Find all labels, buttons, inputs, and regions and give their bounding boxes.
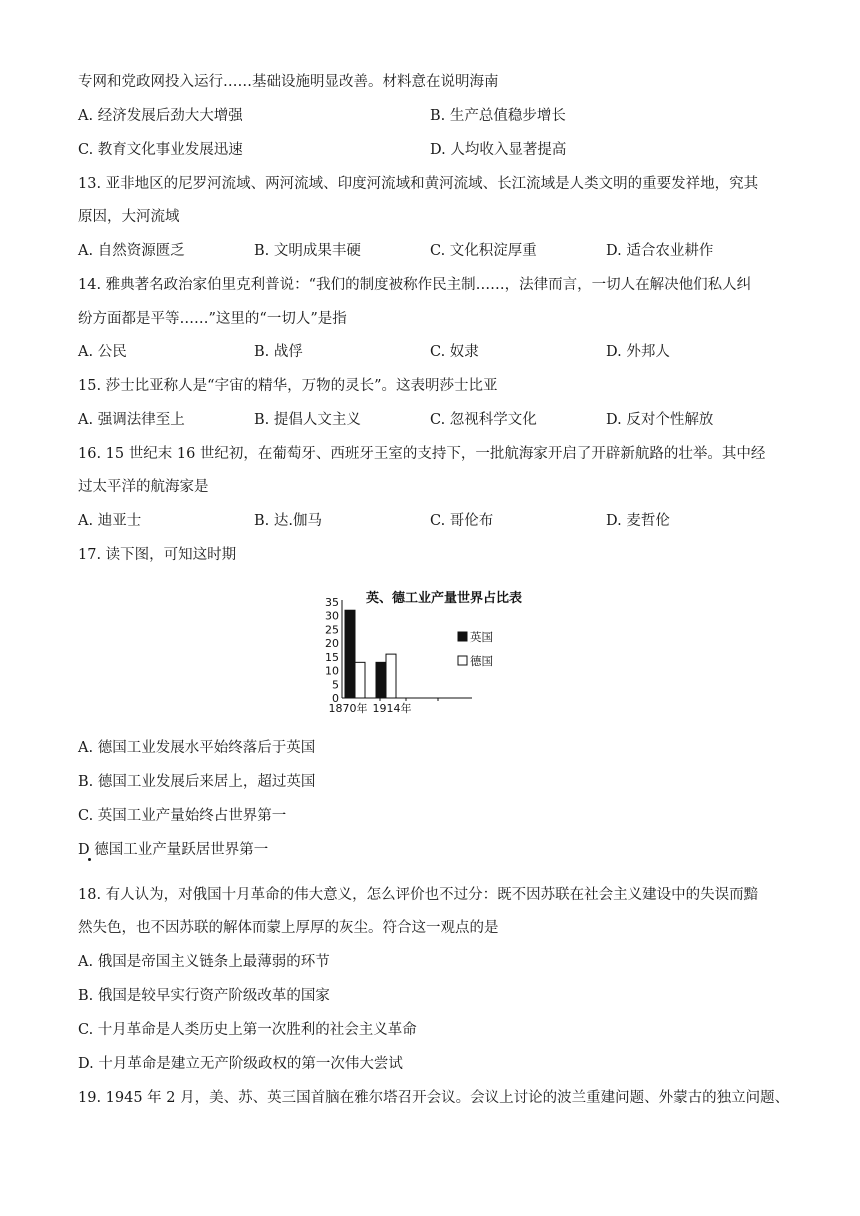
- q16-stem-line1: 16. 15 世纪末 16 世纪初，在葡萄牙、西班牙王室的支持下，一批航海家开启了开辟新航路的壮举。其中经: [78, 446, 766, 462]
- chart-svg: [310, 582, 523, 722]
- y-tick-label: 30: [325, 609, 339, 623]
- q12-stem-tail: 专网和党政网投入运行……基础设施明显改善。材料意在说明海南: [78, 74, 499, 90]
- q15-option-a[interactable]: A. 强调法律至上: [78, 412, 185, 428]
- q17-option-b[interactable]: B. 德国工业发展后来居上，超过英国: [78, 774, 316, 790]
- q16-option-c[interactable]: C. 哥伦布: [430, 513, 494, 529]
- legend-label-英国: 英国: [470, 630, 493, 644]
- industry-share-chart: [310, 582, 523, 722]
- q13-stem-line2: 原因，大河流域: [78, 209, 180, 225]
- q18-option-b[interactable]: B. 俄国是较早实行资产阶级改革的国家: [78, 988, 330, 1004]
- y-tick-label: 35: [325, 596, 339, 609]
- legend-swatch-德国: [458, 656, 467, 665]
- chart-x-axis: [329, 698, 473, 715]
- bar-德国-1914年: [386, 654, 396, 698]
- q18-option-a[interactable]: A. 俄国是帝国主义链条上最薄弱的环节: [78, 954, 330, 970]
- q17-option-c[interactable]: C. 英国工业产量始终占世界第一: [78, 808, 287, 824]
- q14-stem-line1: 14. 雅典著名政治家伯里克利普说：“我们的制度被称作民主制……，法律而言，一切人在解决他们私人纠: [78, 277, 752, 293]
- q15-option-c[interactable]: C. 忽视科学文化: [430, 412, 537, 428]
- q12-option-a[interactable]: A. 经济发展后劲大大增强: [78, 108, 243, 124]
- q14-option-d[interactable]: D. 外邦人: [606, 344, 670, 360]
- q18-option-d[interactable]: D. 十月革命是建立无产阶级政权的第一次伟大尝试: [78, 1056, 403, 1072]
- q14-option-a[interactable]: A. 公民: [78, 344, 127, 360]
- q12-option-b[interactable]: B. 生产总值稳步增长: [430, 108, 566, 124]
- y-tick-label: 25: [325, 623, 339, 637]
- q14-option-c[interactable]: C. 奴隶: [430, 344, 479, 360]
- bar-德国-1870年: [355, 662, 365, 698]
- q16-option-a[interactable]: A. 迪亚士: [78, 513, 142, 529]
- q14-option-b[interactable]: B. 战俘: [254, 344, 303, 360]
- chart-bars: [345, 610, 396, 698]
- q16-option-d[interactable]: D. 麦哲伦: [606, 513, 670, 529]
- legend-label-德国: 德国: [470, 654, 493, 668]
- q14-stem-line2: 纷方面都是平等……”这里的“一切人”是指: [78, 311, 347, 327]
- x-tick-label: 1870年: [328, 702, 368, 715]
- q12-option-c[interactable]: C. 教育文化事业发展迅速: [78, 142, 243, 158]
- q17-stem: 17. 读下图，可知这时期: [78, 547, 237, 563]
- q13-option-c[interactable]: C. 文化积淀厚重: [430, 243, 537, 259]
- q15-option-b[interactable]: B. 提倡人文主义: [254, 412, 361, 428]
- bar-英国-1870年: [345, 610, 355, 698]
- q15-stem: 15. 莎士比亚称人是“宇宙的精华，万物的灵长”。这表明莎士比亚: [78, 378, 498, 394]
- q13-option-d[interactable]: D. 适合农业耕作: [606, 243, 714, 259]
- q18-stem-line2: 然失色，也不因苏联的解体而蒙上厚厚的灰尘。符合这一观点的是: [78, 920, 499, 936]
- q12-option-d[interactable]: D. 人均收入显著提高: [430, 142, 567, 158]
- y-tick-label: 15: [325, 650, 339, 664]
- x-tick-label: 1914年: [372, 702, 412, 715]
- chart-title: 英、德工业产量世界占比表: [366, 591, 523, 606]
- y-tick-label: 20: [325, 637, 339, 651]
- stray-dot: [88, 858, 91, 861]
- q15-option-d[interactable]: D. 反对个性解放: [606, 412, 714, 428]
- q13-option-a[interactable]: A. 自然资源匮乏: [78, 243, 185, 259]
- q16-option-b[interactable]: B. 达.伽马: [254, 513, 322, 529]
- q13-stem-line1: 13. 亚非地区的尼罗河流域、两河流域、印度河流域和黄河流域、长江流域是人类文明的重要发祥地，究其: [78, 176, 759, 192]
- legend-swatch-英国: [458, 632, 467, 641]
- q17-option-d[interactable]: D 德国工业产量跃居世界第一: [78, 842, 269, 858]
- y-tick-label: 5: [332, 678, 339, 692]
- q16-stem-line2: 过太平洋的航海家是: [78, 479, 209, 495]
- y-tick-label: 0: [332, 692, 339, 705]
- q18-stem-line1: 18. 有人认为，对俄国十月革命的伟大意义，怎么评价也不过分：既不因苏联在社会主义建设中的失误而黯: [78, 887, 759, 903]
- q19-stem-line1: 19. 1945 年 2 月，美、苏、英三国首脑在雅尔塔召开会议。会议上讨论的波兰重建问题、外蒙古的独立问题、: [78, 1090, 790, 1106]
- y-tick-label: 10: [325, 664, 339, 678]
- chart-legend: [458, 630, 493, 668]
- q17-option-a[interactable]: A. 德国工业发展水平始终落后于英国: [78, 740, 316, 756]
- q18-option-c[interactable]: C. 十月革命是人类历史上第一次胜利的社会主义革命: [78, 1022, 417, 1038]
- bar-英国-1914年: [376, 662, 386, 698]
- chart-y-axis: [325, 596, 342, 705]
- q13-option-b[interactable]: B. 文明成果丰硬: [254, 243, 361, 259]
